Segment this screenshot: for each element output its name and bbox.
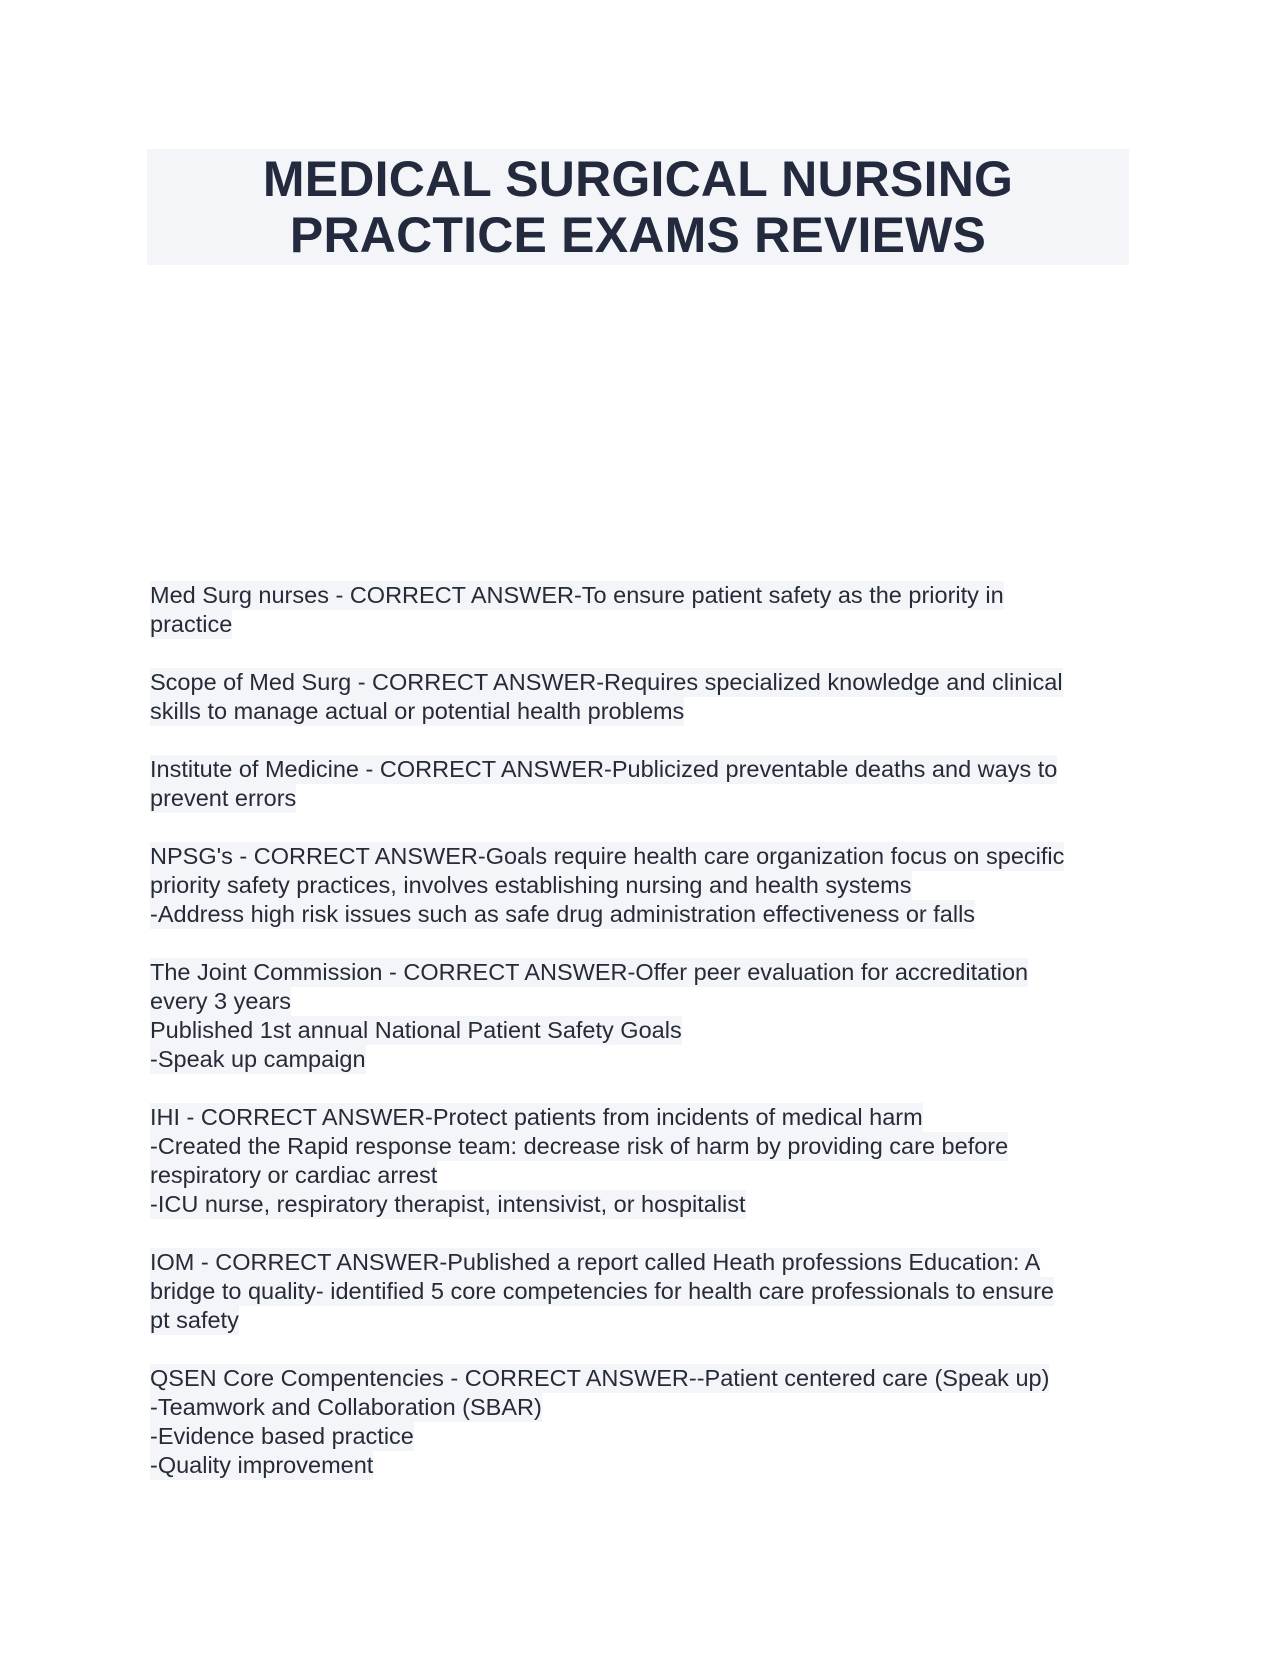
qa-entry-iom [150, 1248, 1135, 1335]
entry-line: QSEN Core Compentencies - CORRECT ANSWER--Patient centered care (Speak up) [150, 1365, 1050, 1391]
title-line-1: MEDICAL SURGICAL NURSING [262, 151, 1014, 207]
entry-line: priority safety practices, involves establishing nursing and health systems [150, 872, 912, 898]
qa-entry-qsen [150, 1364, 1135, 1480]
qa-entry-institute-of-medicine [150, 755, 1135, 813]
entry-line: practice [150, 611, 233, 637]
entry-line: respiratory or cardiac arrest [150, 1162, 438, 1188]
entry-line: -Quality improvement [150, 1452, 374, 1478]
qa-entry-med-surg-nurses [150, 581, 1135, 639]
entry-line: The Joint Commission - CORRECT ANSWER-Offer peer evaluation for accreditation [150, 959, 1029, 985]
entry-line: IOM - CORRECT ANSWER-Published a report called Heath professions Education: A [150, 1249, 1041, 1275]
entry-line: IHI - CORRECT ANSWER-Protect patients from incidents of medical harm [150, 1104, 923, 1130]
entry-line: bridge to quality- identified 5 core competencies for health care professionals to ensure [150, 1278, 1054, 1304]
entry-line: NPSG's - CORRECT ANSWER-Goals require health care organization focus on specific [150, 843, 1065, 869]
entry-line: -ICU nurse, respiratory therapist, intensivist, or hospitalist [150, 1191, 746, 1217]
document-body [150, 581, 1135, 1509]
entry-line: Scope of Med Surg - CORRECT ANSWER-Requires specialized knowledge and clinical [150, 669, 1063, 695]
qa-entry-npsgs [150, 842, 1135, 929]
entry-line: -Evidence based practice [150, 1423, 414, 1449]
qa-entry-joint-commission [150, 958, 1135, 1074]
entry-line: -Address high risk issues such as safe drug administration effectiveness or falls [150, 901, 976, 927]
title-line-2: PRACTICE EXAMS REVIEWS [289, 207, 987, 263]
entry-line: Published 1st annual National Patient Safety Goals [150, 1017, 682, 1043]
qa-entry-ihi [150, 1103, 1135, 1219]
entry-line: pt safety [150, 1307, 239, 1333]
entry-line: every 3 years [150, 988, 292, 1014]
entry-line: Med Surg nurses - CORRECT ANSWER-To ensure patient safety as the priority in [150, 582, 1004, 608]
entry-line: prevent errors [150, 785, 297, 811]
entry-line: Institute of Medicine - CORRECT ANSWER-Publicized preventable deaths and ways to [150, 756, 1058, 782]
qa-entry-scope-of-med-surg [150, 668, 1135, 726]
entry-line: skills to manage actual or potential health problems [150, 698, 685, 724]
entry-line: -Speak up campaign [150, 1046, 366, 1072]
entry-line: -Created the Rapid response team: decrease risk of harm by providing care before [150, 1133, 1009, 1159]
entry-line: -Teamwork and Collaboration (SBAR) [150, 1394, 542, 1420]
document-title [147, 149, 1129, 265]
